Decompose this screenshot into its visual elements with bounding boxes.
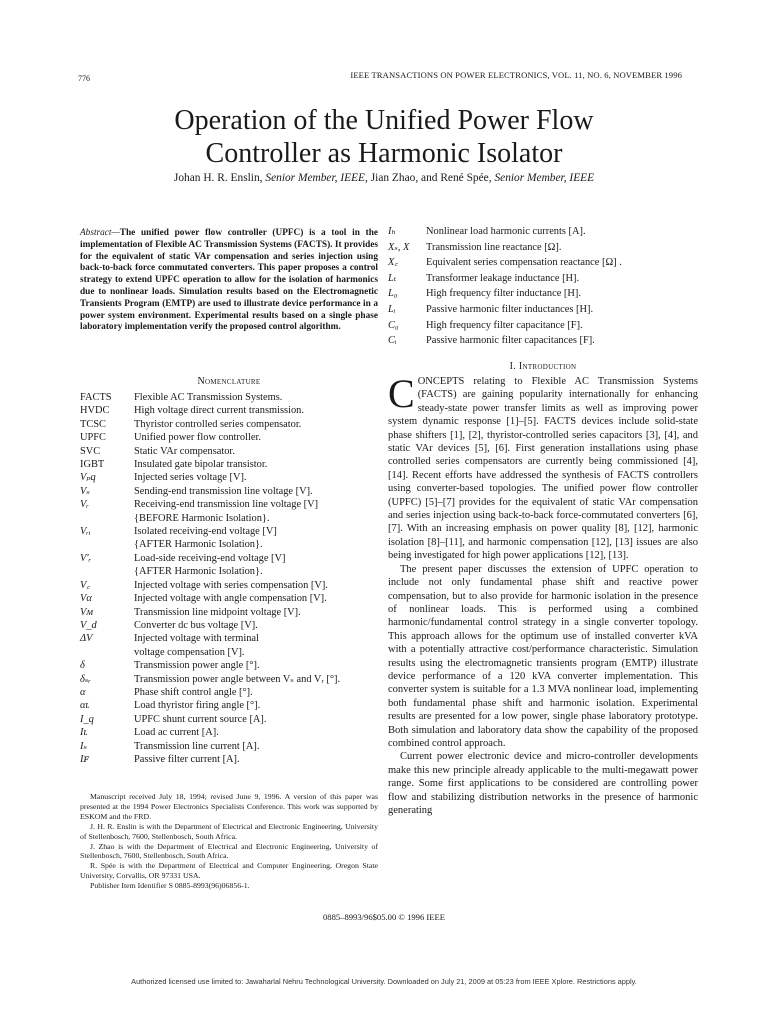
nomenclature-row	[80, 418, 380, 431]
nomenclature-row	[80, 391, 380, 404]
symbol: C₀	[388, 319, 399, 331]
intro-paragraph-2: The present paper discusses the extension of UPFC operation to include not only fundamental phase shift and reactive power compensation, but to also provide for harmonic isolation in the presence of nonlinear loads. This is performed using a combined harmonic/fundamental control strategy in a single converter topology. This approach allows for the optimum use of installed converter kVA with a potentially attractive cost/performance characteristic. Simulation results using the electromagnetic transients program (EMTP) illustrate device performance of a 120 kVA converter implementation. This converter system is suitable for a 1.3 MVA nonlinear load, implementing both fundamental phase shift and harmonic isolation. Experimental results are presented for a low power, single phase laboratory prototype. Both simulation and laboratory data show the capability of the proposed combined control approach.	[388, 563, 698, 749]
nomenclature-desc: Thyristor controlled series compensator.	[134, 418, 302, 430]
nomenclature-symbol: αʟ	[80, 700, 90, 712]
copyright-line: 0885–8993/96$05.00 © 1996 IEEE	[322, 912, 446, 922]
symbol-desc: Transformer leakage inductance [H].	[426, 272, 580, 284]
nomenclature-row	[80, 699, 380, 712]
nomenclature-symbol	[80, 565, 134, 578]
symbol: Lₜ	[388, 272, 397, 284]
nomenclature-desc: Static VAr compensator.	[134, 445, 235, 457]
nomenclature-desc: voltage compensation [V].	[134, 646, 245, 658]
symbol-desc: Nonlinear load harmonic currents [A].	[426, 226, 586, 237]
symbol: Cᵢ	[388, 335, 397, 347]
symbol-row	[388, 302, 698, 318]
nomenclature-row	[80, 431, 380, 444]
nomenclature-desc: Injected series voltage [V].	[134, 472, 247, 484]
nomenclature-row	[80, 445, 380, 458]
footnote-publisher-id: Publisher Item Identifier S 0885-8993(96)06856-1.	[90, 881, 250, 891]
symbol-row	[388, 318, 698, 334]
nomenclature-row	[80, 471, 380, 484]
symbol-desc: Transmission line reactance [Ω].	[426, 241, 562, 253]
nomenclature-symbol: V꜀	[80, 579, 90, 591]
nomenclature-desc: Isolated receiving-end voltage [V]	[134, 526, 277, 538]
nomenclature-desc: Sending-end transmission line voltage [V].	[134, 485, 313, 497]
nomenclature-row	[80, 673, 380, 686]
nomenclature-row	[80, 458, 380, 471]
nomenclature-row	[80, 726, 380, 739]
title-line-1: Operation of the Unified Power Flow	[174, 105, 594, 136]
symbol: Lᵢ	[388, 303, 396, 315]
nomenclature-desc: Transmission power angle [°].	[134, 660, 260, 672]
symbol-row	[388, 333, 698, 349]
nomenclature-row	[80, 498, 380, 511]
nomenclature-row	[80, 512, 380, 525]
symbol-row	[388, 224, 698, 240]
nomenclature-symbol: V_d	[80, 619, 97, 631]
footnote-spee: R. Spée is with the Department of Electrical and Computer Engineering, Oregon State University, Corvallis, OR 97331 USA.	[80, 861, 378, 881]
nomenclature-row	[80, 552, 380, 565]
nomenclature-row	[80, 753, 380, 766]
nomenclature-row	[80, 632, 380, 645]
symbol: Iₕ	[388, 226, 396, 237]
nomenclature-row	[80, 659, 380, 672]
nomenclature-row	[80, 485, 380, 498]
nomenclature-desc: Passive filter current [A].	[134, 753, 240, 765]
nomenclature-symbol: TCSC	[80, 418, 106, 430]
nomenclature-symbol	[80, 538, 134, 551]
nomenclature-row	[80, 538, 380, 551]
introduction-body	[388, 371, 698, 817]
running-head: IEEE TRANSACTIONS ON POWER ELECTRONICS, VOL. 11, NO. 6, NOVEMBER 1996	[350, 70, 682, 80]
nomenclature-symbol: Vₛ	[80, 485, 90, 497]
nomenclature-desc: {AFTER Harmonic Isolation}.	[134, 539, 263, 551]
nomenclature-row	[80, 606, 380, 619]
symbol-list-right	[388, 224, 698, 349]
nomenclature-symbol: Iʟ	[80, 727, 88, 739]
nomenclature-symbol: δ	[80, 660, 85, 672]
nomenclature-row	[80, 686, 380, 699]
symbol-row	[388, 271, 698, 287]
nomenclature-symbol: Vₚq	[80, 472, 96, 484]
footnote-zhao: J. Zhao is with the Department of Electrical and Electronic Engineering, University of Stellenbosch, 7600, Stellenbosch, South Africa.	[80, 841, 378, 861]
intro-paragraph-1-text: ONCEPTS relating to Flexible AC Transmission Systems (FACTS) are gaining popularity internationally for enhancing steady-state power transfer limits as well as improving power system dynamic response [1]–[5]. FACTS devices include solid-state phase shifters [1], [2], thyristor-controlled series capacitors [3], [4], and static VAr devices [5], [6]. First generation installations using phase controlled series compensators are currently being commissioned [4], [14]. Recent efforts have addressed the synthesis of FACTS controllers using converter-based topologies. The unified power flow controller (UPFC) [5]–[7] provides for the equivalent of static VAr compensation and series injection using back-to-back force-commutated converters [6], [7]. With an increasing emphasis on power quality [8], [12], harmonic isolation [8]–[11], and harmonic compensation [12], [13] issues are also being investigated for high power applications [12], [13].	[388, 376, 698, 562]
nomenclature-desc: High voltage direct current transmission.	[134, 405, 304, 417]
drop-cap: C	[388, 371, 415, 416]
nomenclature-row	[80, 404, 380, 417]
section-heading-introduction: I. Introduction	[509, 361, 577, 372]
symbol-desc: High frequency filter inductance [H].	[426, 288, 581, 300]
nomenclature-symbol: ΔV	[80, 633, 93, 645]
nomenclature-symbol: Iꜰ	[80, 753, 89, 765]
nomenclature-row	[80, 619, 380, 632]
nomenclature-heading: Nomenclature	[197, 376, 261, 387]
paper-title	[0, 104, 768, 170]
nomenclature-desc: {AFTER Harmonic Isolation}.	[134, 566, 263, 578]
nomenclature-symbol: HVDC	[80, 405, 110, 417]
nomenclature-row	[80, 740, 380, 753]
nomenclature-symbol: Vᵣ	[80, 499, 89, 511]
nomenclature-symbol: IGBT	[80, 459, 105, 471]
nomenclature-desc: Converter dc bus voltage [V].	[134, 619, 258, 631]
nomenclature-desc: Receiving-end transmission line voltage [V]	[134, 499, 319, 511]
nomenclature-desc: Injected voltage with terminal	[134, 633, 259, 645]
symbol-desc: Passive harmonic filter inductances [H].	[426, 303, 594, 315]
footnote-manuscript: Manuscript received July 18, 1994; revised June 9, 1996. A version of this paper was presented at the 1994 Power Electronics Specialists Conference. This work was supported by ESKOM and the FRD.	[80, 792, 378, 821]
nomenclature-desc: Injected voltage with angle compensation [V].	[134, 593, 327, 605]
nomenclature-desc: {BEFORE Harmonic Isolation}.	[134, 512, 270, 524]
nomenclature-symbol	[80, 646, 134, 659]
page-number: 776	[78, 74, 90, 83]
footnote-enslin: J. H. R. Enslin is with the Department of Electrical and Electronic Engineering, University of Stellenbosch, 7600, Stellenbosch, South Africa.	[80, 821, 378, 841]
symbol-row	[388, 240, 698, 256]
nomenclature-desc: Transmission power angle between Vₛ and Vᵣ [°].	[134, 673, 341, 685]
symbol-row	[388, 286, 698, 302]
nomenclature-desc: UPFC shunt current source [A].	[134, 713, 267, 725]
abstract	[80, 228, 378, 334]
symbol-row	[388, 255, 698, 271]
title-line-2: Controller as Harmonic Isolator	[205, 138, 563, 169]
nomenclature-symbol: FACTS	[80, 392, 112, 403]
author-3-role: Senior Member, IEEE	[494, 172, 595, 184]
nomenclature-row	[80, 579, 380, 592]
symbol-desc: Equivalent series compensation reactance [Ω] .	[426, 257, 622, 269]
nomenclature-symbol: SVC	[80, 445, 101, 457]
symbol: Xₛ, X	[388, 241, 410, 253]
nomenclature-symbol	[80, 512, 134, 525]
nomenclature-symbol: UPFC	[80, 432, 106, 444]
nomenclature-symbol: I_q	[80, 713, 94, 725]
nomenclature-symbol: Vᴍ	[80, 606, 93, 618]
nomenclature-desc: Injected voltage with series compensation [V].	[134, 579, 328, 591]
nomenclature-list	[80, 391, 380, 766]
nomenclature-row	[80, 592, 380, 605]
nomenclature-symbol: Vᵣᵢ	[80, 526, 91, 538]
author-1-role: Senior Member, IEEE,	[265, 172, 368, 184]
intro-paragraph-3: Current power electronic device and micro-controller developments make this new principle already applicable to the multi-megawatt power range. Some first applications to be considered are controlling power flow and stabilizing distribution networks in the presence of harmonic generating	[388, 751, 698, 816]
nomenclature-row	[80, 646, 380, 659]
author-2-3: Jian Zhao, and René Spée,	[370, 172, 492, 184]
nomenclature-desc: Phase shift control angle [°].	[134, 686, 253, 698]
nomenclature-desc: Flexible AC Transmission Systems.	[134, 392, 283, 403]
nomenclature-row	[80, 525, 380, 538]
nomenclature-row	[80, 565, 380, 578]
nomenclature-row	[80, 713, 380, 726]
nomenclature-desc: Transmission line midpoint voltage [V].	[134, 606, 301, 618]
footnote	[80, 792, 378, 891]
nomenclature-desc: Load-side receiving-end voltage [V]	[134, 552, 286, 564]
symbol-desc: Passive harmonic filter capacitances [F].	[426, 335, 595, 347]
abstract-lead: Abstract—	[80, 228, 120, 238]
intro-paragraph-1	[388, 371, 698, 563]
abstract-text: The unified power flow controller (UPFC) is a tool in the implementation of Flexible AC Transmission Systems (FACTS). It provides for the equivalent of static VAr compensation and series injection using back-to-back force commutated converters. This paper proposes a control strategy to extend UPFC operation to allow for the isolation of harmonics due to nonlinear loads. Simulation results based on the Electromagnetic Transients Program (EMTP) are used to illustrate device performance in a power system environment. Experimental results based on a single phase laboratory implementation verify the proposed control algorithm.	[80, 228, 378, 333]
authors	[0, 172, 768, 184]
nomenclature-symbol: δₛᵣ	[80, 673, 91, 685]
license-notice: Authorized licensed use limited to: Jawaharlal Nehru Technological University. Downloaded on July 21, 2009 at 05:23 from IEEE Xplore. Restrictions apply.	[131, 977, 637, 986]
symbol-desc: High frequency filter capacitance [F].	[426, 319, 583, 331]
nomenclature-desc: Load thyristor firing angle [°].	[134, 700, 261, 712]
nomenclature-symbol: V′ᵣ	[80, 552, 92, 564]
nomenclature-desc: Insulated gate bipolar transistor.	[134, 459, 268, 471]
author-1: Johan H. R. Enslin,	[173, 172, 263, 184]
nomenclature-symbol: Vα	[80, 593, 92, 605]
symbol: L₀	[388, 288, 398, 300]
nomenclature-symbol: α	[80, 686, 86, 698]
nomenclature-desc: Load ac current [A].	[134, 727, 219, 739]
nomenclature-desc: Unified power flow controller.	[134, 432, 261, 444]
nomenclature-desc: Transmission line current [A].	[134, 740, 260, 752]
nomenclature-symbol: Iₛ	[80, 740, 87, 752]
symbol: X꜀	[388, 257, 398, 269]
